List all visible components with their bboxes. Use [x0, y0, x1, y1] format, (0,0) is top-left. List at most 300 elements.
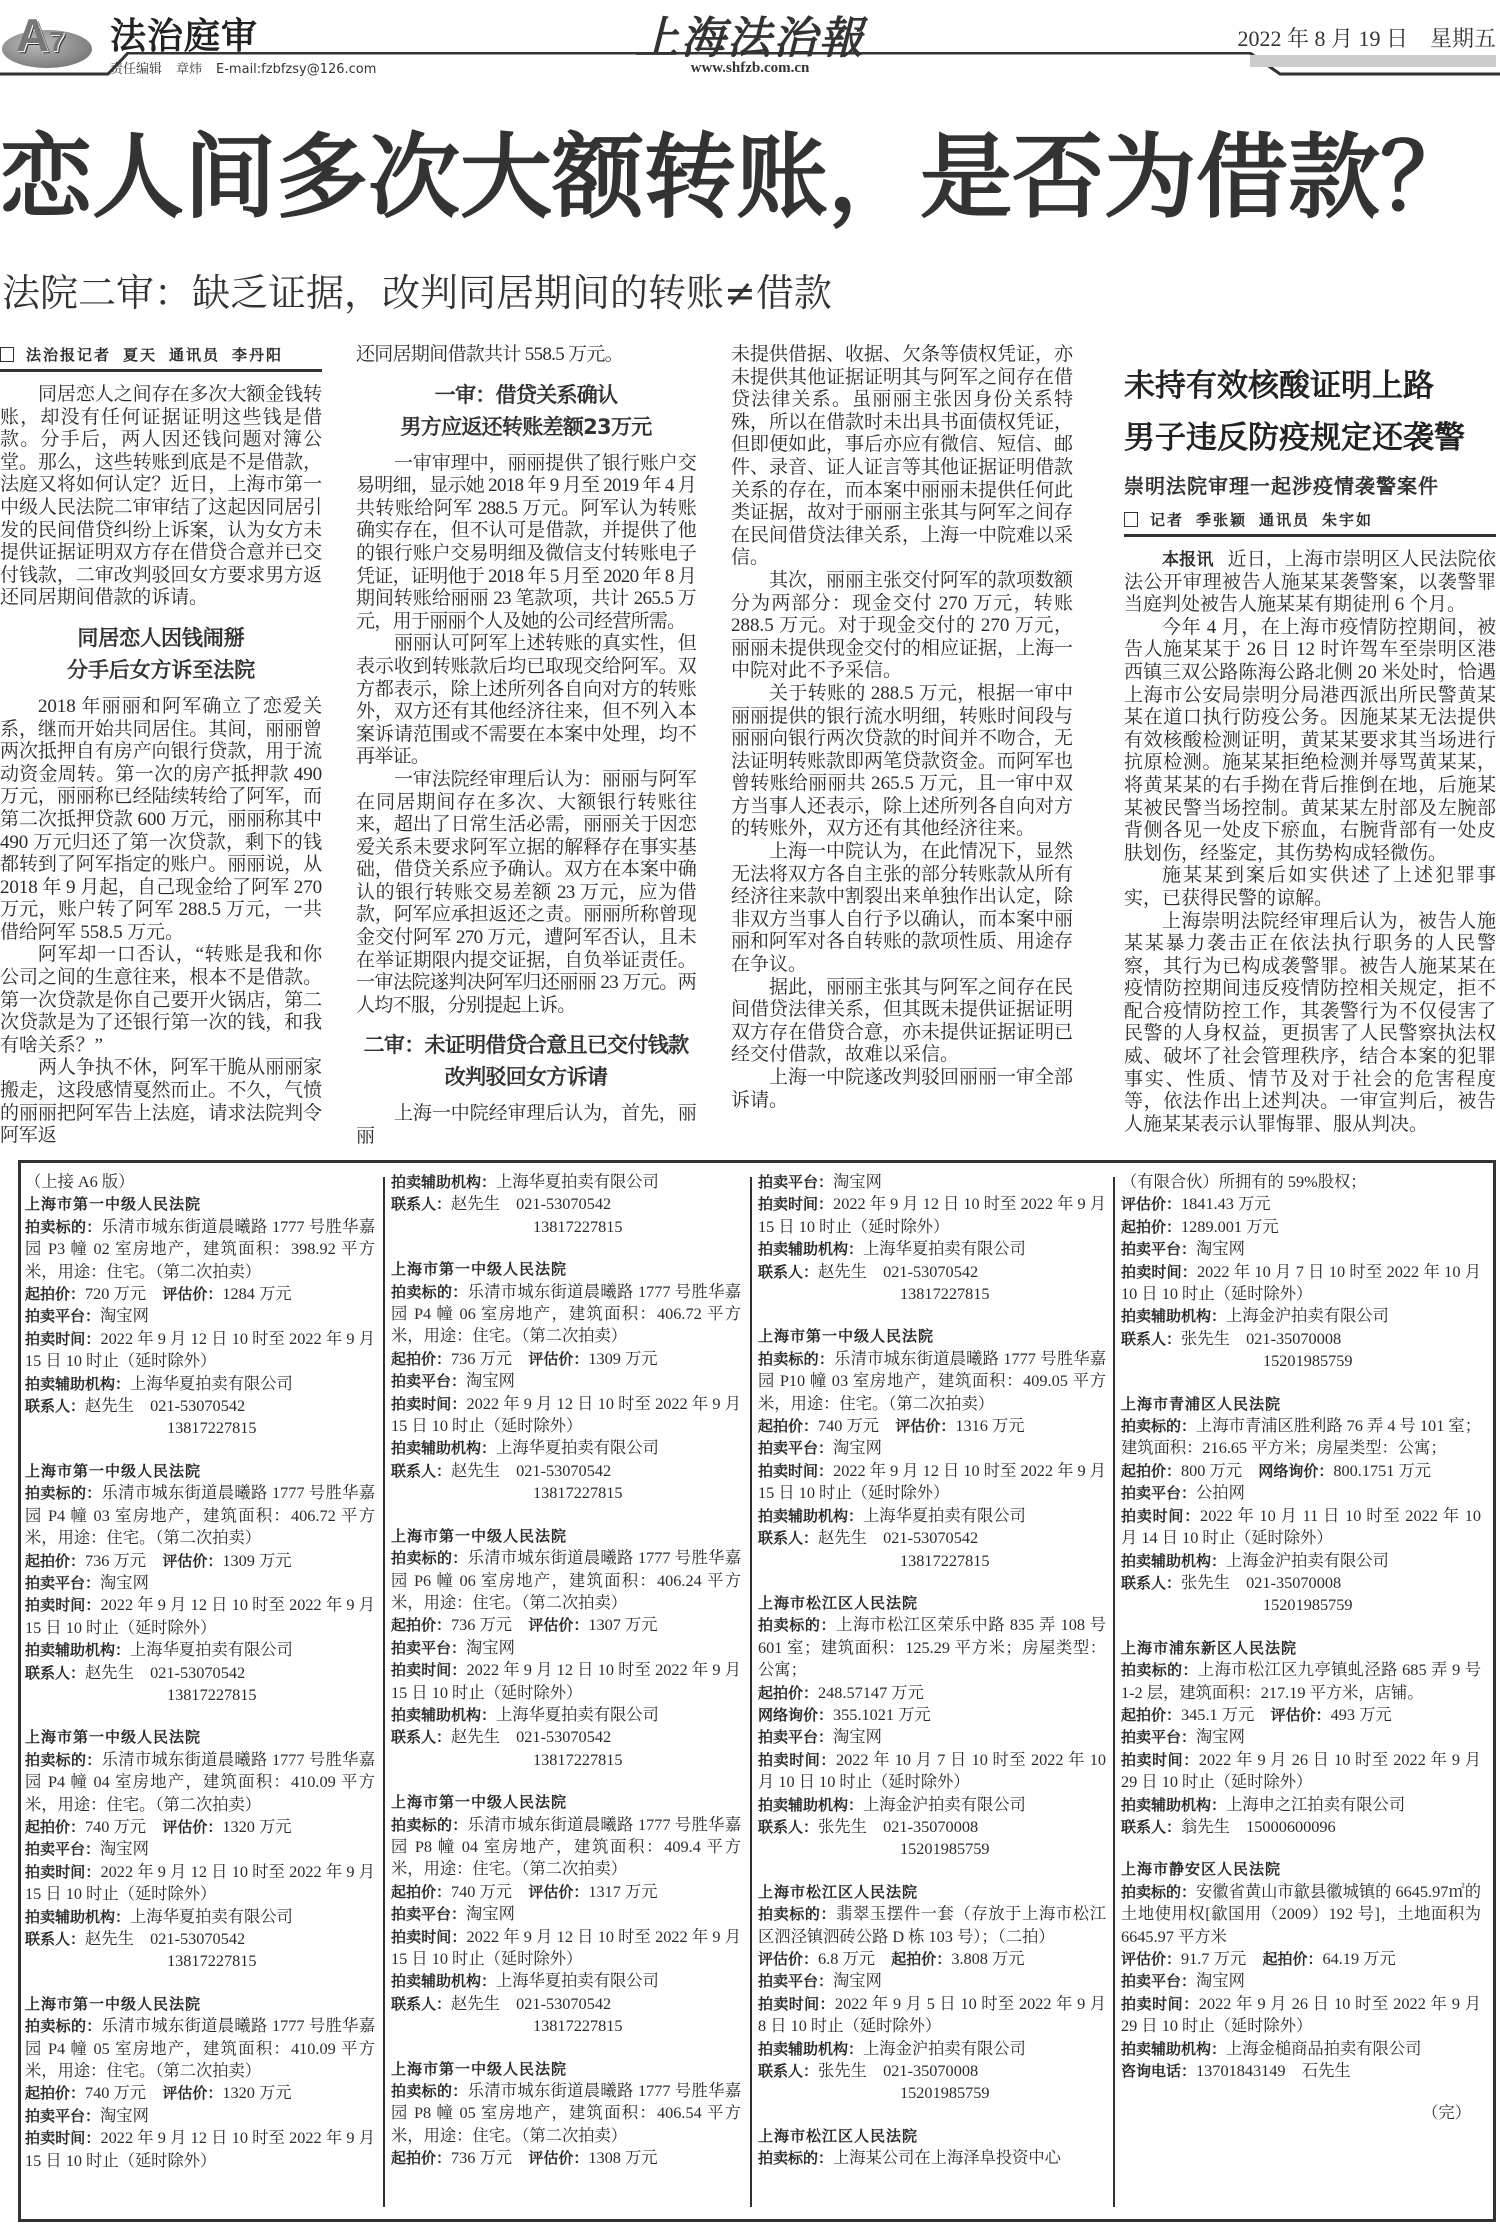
paragraph: 未提供借据、收据、欠条等债权凭证，亦未提供其他证据证明其与阿军之间存在借贷法律关系。虽丽丽主张因身份关系特殊，所以在借款时未出具书面债权凭证，但即便如此，事后亦应有微信、短信、邮件、录音、证人证言等其他证据证明借款关系的存在，而本案中丽丽未提供任何此类证据，故对于丽丽主张其与阿军之间存在民间借贷法律关系，上海一中院难以采信。 [731, 344, 1074, 569]
paragraph: 阿军却一口否认，“转账是我和你公司之间的生意往来，根本不是借款。第一次贷款是你自己要开火锅店，第二次贷款是为了还银行第一次的钱，和我有啥关系？” [0, 944, 322, 1056]
auction-field [758, 1682, 1106, 1704]
auction-field [25, 1639, 375, 1661]
article-body [356, 344, 696, 1149]
field-value: 1320 万元 [222, 1816, 292, 1836]
field-label: 拍卖平台： [25, 2106, 101, 2125]
field-value: 1307 万元 [588, 1615, 658, 1635]
field-label: 拍卖辅助机构： [758, 1506, 864, 1525]
field-label: 拍卖辅助机构： [758, 1795, 864, 1814]
field-value: 赵先生 021-53070542 [818, 1528, 979, 1548]
auction-field [391, 1993, 741, 2015]
field-label: 评估价： [758, 1950, 819, 1968]
court-name: 上海市第一中级人民法院 [391, 1260, 568, 1279]
field-label: 评估价： [528, 1882, 589, 1901]
field-value: 赵先生 021-53070542 [451, 1727, 612, 1747]
field-label: 起拍价： [391, 1349, 452, 1368]
editor-email: E-mail:fzbfzsy@126.com [216, 62, 377, 77]
auction-field [1121, 1726, 1481, 1748]
field-value: 乐清市城东街道晨曦路 1777 号胜华嘉园 P4 幢 06 室房地产，建筑面积：406.72 平方米，用途：住宅。（第二次拍卖） [391, 1281, 741, 1346]
auction-field [25, 2105, 375, 2127]
auction-field [1121, 2060, 1481, 2082]
field-value: 1308 万元 [588, 2148, 658, 2168]
paragraph: 同居恋人之间存在多次大额金钱转账，却没有任何证据证明这些钱是借款。分手后，两人因还钱问题对簿公堂。那么，这些转账到底是不是借款，法庭又将如何认定？近日，上海市第一中级人民法院二审审结了这起因同居引发的民间借贷纠纷上诉案，认为女方未提供证据证明双方存在借贷合意并已交付钱款，二审改判驳回女方要求男方返还同居期间借款的诉请。 [0, 384, 322, 609]
field-value: 1317 万元 [588, 1881, 658, 1901]
phone-line: 13817227815 [533, 1483, 623, 1503]
phone-line: 15201985759 [1263, 1595, 1353, 1615]
side-article-subtitle: 崇明法院审理一起涉疫情袭警案件 [1124, 474, 1439, 498]
field-value: 736 万元 [85, 1550, 163, 1570]
field-value: 2022 年 9 月 12 日 10 时至 2022 年 9 月 15 日 10 时止（延时除外） [391, 1660, 741, 1702]
field-label: 拍卖平台： [391, 1638, 467, 1657]
auction-field [25, 1328, 375, 1373]
auction-field [25, 1861, 375, 1906]
field-value: 248.57147 万元 [818, 1682, 924, 1702]
auction-field [758, 1437, 1106, 1459]
section-heading-line: 一审：借贷关系确认 [434, 382, 618, 407]
field-value: 上海华夏拍卖有限公司 [496, 1971, 659, 1991]
auction-field [25, 1662, 375, 1684]
field-label: 起拍价： [1121, 1217, 1182, 1236]
paragraph: 上海一中院遂改判驳回丽丽一审全部诉请。 [731, 1067, 1074, 1111]
auction-entry [25, 1726, 375, 1972]
paragraph: 两人争执不休，阿军干脆从丽丽家搬走，这段感情戛然而止。不久，气愤的丽丽把阿军告上法庭，请求法院判令阿军返 [0, 1057, 322, 1147]
auction-entry [391, 1171, 741, 1238]
section-heading [0, 622, 322, 686]
auction-entry [391, 2058, 741, 2170]
field-label: 拍卖标的： [1121, 1882, 1197, 1901]
paragraph: 2018 年丽丽和阿军确立了恋爱关系，继而开始共同居住。其间，丽丽曾两次抵押自有房产向银行贷款，用于流动资金周转。第一次的房产抵押款 490 万元，丽丽称已经陆续转给了阿军，而第二次抵押贷款 600 万元，丽丽称其中 490 万元归还了第一次贷款，剩下的钱都转到了阿军指定的账户。丽丽说，从 2018 年 9 月起，自己现金给了阿军 270 万元，账户转了阿军 288.5 万元，一共借给阿军 558.5 万元。 [0, 695, 322, 943]
continued-note: （上接 A6 版） [25, 1172, 135, 1191]
section-heading-line: 二审：未证明借贷合意且已交付钱款 [363, 1033, 689, 1058]
auction-field [758, 2038, 1106, 2060]
field-value: 2022 年 10 月 11 日 10 时至 2022 年 10 月 14 日 10 时止（延时除外） [1121, 1505, 1481, 1548]
auction-entry [1121, 1637, 1481, 1839]
article-column-2 [356, 344, 696, 1149]
field-value: 乐清市城东街道晨曦路 1777 号胜华嘉园 P8 幢 05 室房地产，建筑面积：406.54 平方米，用途：住宅。（第二次拍卖） [391, 2081, 741, 2145]
auction-field [1121, 1216, 1481, 1238]
field-label: 拍卖辅助机构： [1121, 1307, 1227, 1326]
auction-field [391, 1970, 741, 1992]
field-label: 评估价： [162, 1817, 223, 1836]
auction-field [25, 1749, 375, 1816]
side-article-title: 男子违反防疫规定还袭警 [1124, 420, 1465, 456]
field-value: 上海华夏拍卖有限公司 [130, 1640, 293, 1660]
auction-field [391, 1393, 741, 1438]
field-label: 拍卖时间： [391, 1927, 467, 1946]
field-label: 起拍价： [758, 1683, 819, 1702]
auction-field [25, 2082, 375, 2104]
field-label: 评估价： [895, 1417, 956, 1436]
auction-entry [758, 1171, 1106, 1305]
field-value: 1309 万元 [588, 1348, 658, 1368]
auction-field [758, 1171, 1106, 1193]
column-divider [1113, 1177, 1115, 2207]
byline-role: 记者 [1150, 511, 1185, 529]
byline-role: 通讯员 [169, 346, 221, 364]
section-heading [356, 1029, 696, 1093]
field-value: 乐清市城东街道晨曦路 1777 号胜华嘉园 P4 幢 05 室房地产，建筑面积：410.09 平方米，用途：住宅。（第二次拍卖） [25, 2016, 375, 2081]
article-column-3 [731, 344, 1073, 1112]
auction-entry [1121, 1858, 1481, 2082]
page-digit: 7 [49, 26, 65, 57]
side-article-title: 未持有效核酸证明上路 [1124, 368, 1434, 404]
auction-field [1121, 1816, 1481, 1838]
field-value: 2022 年 9 月 12 日 10 时至 2022 年 9 月 15 日 10 时止（延时除外） [25, 2128, 375, 2170]
field-label: 拍卖标的： [758, 2149, 834, 2168]
page-headline: 恋人间多次大额转账，是否为借款？ [0, 124, 1473, 231]
auction-field [1121, 1749, 1481, 1794]
field-label: 拍卖辅助机构： [391, 1439, 497, 1458]
auction-field [25, 1572, 375, 1594]
field-value: 赵先生 021-53070542 [451, 1993, 612, 2013]
auction-field [391, 1614, 741, 1636]
auction-field [758, 1348, 1106, 1415]
field-value: 赵先生 021-53070542 [85, 1396, 246, 1416]
header-gray-bar [1250, 55, 1496, 67]
section-heading-line: 同居恋人因钱闹掰 [77, 625, 245, 650]
field-label: 拍卖平台： [758, 1439, 834, 1458]
field-label: 联系人： [1121, 1329, 1182, 1348]
paragraph-text: 近日，上海市崇明区人民法院依法公开审理被告人施某某袭警案，以袭警罪当庭判处被告人施某某有期徒刑 6 个月。 [1124, 549, 1496, 616]
phone-line: 15201985759 [1263, 1351, 1353, 1371]
court-name: 上海市第一中级人民法院 [391, 1793, 568, 1812]
byline-name: 季张颖 [1196, 511, 1248, 529]
article-byline [0, 344, 322, 372]
auction-entry [758, 2125, 1106, 2170]
auction-field [25, 1816, 375, 1838]
auction-field [25, 2127, 375, 2172]
field-label: 起拍价： [25, 1285, 86, 1304]
field-value: 800.1751 万元 [1333, 1460, 1432, 1480]
auction-column [1121, 1171, 1481, 2125]
auction-entry [25, 1460, 375, 1706]
field-label: 拍卖平台： [1121, 1728, 1197, 1747]
field-label: 联系人： [391, 1728, 452, 1747]
editor-label: 责任编辑 [110, 62, 163, 77]
field-value: 淘宝网 [466, 1637, 515, 1657]
auction-field [25, 1906, 375, 1928]
field-value: 上海华夏拍卖有限公司 [496, 1172, 659, 1191]
auction-field [391, 1659, 741, 1704]
field-value: 上海华夏拍卖有限公司 [130, 1906, 293, 1926]
field-value: 淘宝网 [833, 1727, 882, 1747]
auction-field [1121, 1993, 1481, 2038]
field-value: 1309 万元 [222, 1550, 292, 1570]
byline-name: 夏天 [123, 346, 158, 364]
auction-field [758, 1238, 1106, 1260]
field-value: 2022 年 9 月 5 日 10 时至 2022 年 9 月 8 日 10 时止（延时除外） [758, 1993, 1106, 2036]
auction-entry [391, 1525, 741, 1771]
field-label: 评估价： [528, 1349, 589, 1368]
lead-label: 本报讯 [1162, 550, 1214, 570]
field-value: 淘宝网 [1196, 1971, 1245, 1991]
field-label: 拍卖辅助机构： [25, 1907, 131, 1926]
auction-field [758, 1460, 1106, 1505]
court-name: 上海市青浦区人民法院 [1121, 1394, 1282, 1413]
paragraph: 施某某到案后如实供述了上述犯罪事实，已获得民警的谅解。 [1124, 865, 1496, 909]
field-value: 淘宝网 [833, 1971, 882, 1991]
field-value: 736 万元 [451, 1615, 529, 1635]
square-icon [0, 347, 14, 362]
auction-field [25, 1283, 375, 1305]
field-value: 张先生 021-35070008 [818, 2061, 979, 2081]
field-label: 联系人： [758, 1817, 819, 1836]
field-label: 拍卖平台： [758, 1972, 834, 1991]
auction-field [758, 1903, 1106, 1948]
field-value: 淘宝网 [833, 1438, 882, 1458]
field-label: 拍卖时间： [1121, 1506, 1201, 1525]
phone-line: 13817227815 [167, 1684, 257, 1704]
field-value: 740 万元 [85, 1816, 163, 1836]
field-value: 淘宝网 [100, 1839, 149, 1859]
field-label: 评估价： [528, 2149, 589, 2168]
auction-field [391, 1193, 741, 1215]
field-value: 乐清市城东街道晨曦路 1777 号胜华嘉园 P3 幢 02 室房地产，建筑面积：398.92 平方米，用途：住宅。（第二次拍卖） [25, 1216, 375, 1281]
paragraph: 今年 4 月，在上海市疫情防控期间，被告人施某某于 26 日 12 时许驾车至崇明区港西镇三双公路陈海公路北侧 20 米处时，恰遇上海市公安局崇明分局港西派出所民警黄某某在道口执行防疫公务。因施某某无法提供有效核酸检测证明，黄某某要求其当场进行抗原检测。施某某拒绝检测并辱骂黄某某，将黄某某的右手拗在背后推倒在地，后施某某被民警当场控制。黄某某左肘部及左腕部背侧各见一处皮下瘀血，右腕背部有一处皮肤划伤，经鉴定，其伤势构成轻微伤。 [1124, 616, 1496, 864]
field-label: 拍卖辅助机构： [391, 1173, 497, 1191]
field-value: 740 万元 [85, 2083, 163, 2103]
paragraph [1124, 549, 1496, 617]
auction-field [758, 1527, 1106, 1549]
field-label: 拍卖辅助机构： [1121, 1795, 1227, 1814]
auction-column [25, 1171, 375, 2192]
field-value: 上海华夏拍卖有限公司 [130, 1373, 293, 1393]
auction-entry [758, 1881, 1106, 2105]
side-article [1124, 360, 1496, 1136]
field-value: 上海金沪拍卖有限公司 [863, 1794, 1026, 1814]
field-value: 1316 万元 [955, 1416, 1025, 1436]
auction-field [391, 1637, 741, 1659]
auction-field [758, 1749, 1106, 1794]
phone-line: 15201985759 [900, 1839, 990, 1859]
field-value: 2022 年 9 月 12 日 10 时至 2022 年 9 月 15 日 10 时止（延时除外） [391, 1926, 741, 1968]
auction-field [758, 1970, 1106, 1992]
field-label: 拍卖平台： [1121, 1240, 1197, 1259]
field-label: 拍卖标的： [25, 1217, 102, 1236]
auction-field [758, 1816, 1106, 1838]
field-label: 联系人： [1121, 1817, 1182, 1836]
field-label: 拍卖辅助机构： [391, 1972, 497, 1991]
auction-field [391, 1348, 741, 1370]
court-name: 上海市浦东新区人民法院 [1121, 1638, 1298, 1657]
field-label: 评估价： [1121, 1950, 1182, 1968]
field-label: 拍卖平台： [25, 1573, 101, 1592]
auction-field [758, 1193, 1106, 1238]
auction-field [25, 1305, 375, 1327]
auction-field [391, 1726, 741, 1748]
court-name: 上海市第一中级人民法院 [391, 1526, 568, 1545]
field-value: 乐清市城东街道晨曦路 1777 号胜华嘉园 P4 幢 04 室房地产，建筑面积：410.09 平方米，用途：住宅。（第二次拍卖） [25, 1749, 375, 1814]
website-link[interactable]: www.shfzb.com.cn [690, 60, 810, 76]
auction-entry [391, 1791, 741, 2037]
auction-field [758, 1261, 1106, 1283]
auction-field [25, 1216, 375, 1283]
section-heading-line: 分手后女方诉至法院 [66, 657, 256, 682]
field-value: 上海金槌商品拍卖有限公司 [1226, 2038, 1422, 2058]
court-name: 上海市松江区人民法院 [758, 1882, 919, 1901]
field-label: 评估价： [162, 1551, 223, 1570]
field-value: 2022 年 9 月 12 日 10 时至 2022 年 9 月 15 日 10 时止（延时除外） [391, 1393, 741, 1436]
field-label: 拍卖标的： [758, 1349, 835, 1368]
field-value: 淘宝网 [833, 1172, 882, 1191]
field-label: 拍卖辅助机构： [25, 1641, 131, 1660]
auction-field [391, 1460, 741, 1482]
field-value: 上海市青浦区胜利路 76 弄 4 号 101 室；建筑面积：216.65 平方米；房屋类型：公寓； [1121, 1416, 1481, 1458]
paragraph: 一审审理中，丽丽提供了银行账户交易明细，显示她 2018 年 9 月至 2019 年 4 月共转账给阿军 288.5 万元。阿军认为转账确实存在，但不认可是借款，并提供了他的银行账户交易明细及微信支付转账电子凭证，证明他于 2018 年 5 月至 2020 年 8 月期间转账给丽丽 23 笔款项，共计 265.5 万元，用于丽丽个人及她的公司经营所需。 [356, 452, 697, 632]
field-label: 拍卖平台： [1121, 1484, 1197, 1503]
auction-notices [18, 1160, 1496, 2222]
field-value: 上海金沪拍卖有限公司 [1226, 1306, 1389, 1326]
field-label: 拍卖辅助机构： [391, 1705, 497, 1724]
field-value: 乐清市城东街道晨曦路 1777 号胜华嘉园 P4 幢 03 室房地产，建筑面积：406.72 平方米，用途：住宅。（第二次拍卖） [25, 1483, 375, 1548]
field-label: 拍卖辅助机构： [758, 1240, 864, 1259]
field-value: 赵先生 021-53070542 [451, 1194, 612, 1214]
phone-line: 13817227815 [167, 1418, 257, 1438]
field-label: 拍卖时间： [391, 1394, 467, 1413]
field-label: 拍卖时间： [1121, 1750, 1199, 1769]
field-label: 咨询电话： [1121, 2062, 1197, 2081]
field-label: 联系人： [758, 2062, 819, 2081]
field-value: 2022 年 9 月 26 日 10 时至 2022 年 9 月 29 日 10 时止（延时除外） [1121, 1749, 1481, 1792]
field-value: 2022 年 9 月 12 日 10 时至 2022 年 9 月 15 日 10 时止（延时除外） [25, 1595, 375, 1637]
field-value: 上海某公司在上海泽阜投资中心 [833, 2148, 1061, 2168]
field-value: 上海华夏拍卖有限公司 [496, 1438, 659, 1458]
field-value: 张先生 021-35070008 [818, 1816, 979, 1836]
auction-field [391, 2147, 741, 2169]
field-value: 淘宝网 [1196, 1239, 1245, 1259]
field-label: 拍卖平台： [391, 1372, 467, 1391]
field-label: 拍卖标的： [1121, 1661, 1198, 1680]
auction-field [1121, 1794, 1481, 1816]
newspaper-logo: 上海法治報 [635, 13, 865, 64]
article-column-1 [0, 344, 322, 1148]
field-label: 联系人： [391, 1994, 452, 2013]
auction-field [1121, 1482, 1481, 1504]
field-label: 拍卖时间： [758, 1195, 834, 1214]
field-value: 淘宝网 [100, 2105, 149, 2125]
auction-field [1121, 1881, 1481, 1948]
field-value: 张先生 021-35070008 [1181, 1328, 1342, 1348]
field-label: 拍卖时间： [758, 1750, 836, 1769]
field-label: 联系人： [25, 1663, 86, 1682]
paragraph: 关于转账的 288.5 万元，根据一审中丽丽提供的银行流水明细，转账时间段与丽丽向银行两次贷款的时间并不吻合，无法证明转账款即两笔贷款资金。而阿军也曾转账给丽丽共 265.5 万元，且一审中双方当事人还表示，除上述所列各自向对方的转账外，双方还有其他经济往来。 [731, 682, 1074, 840]
auction-field [1121, 1550, 1481, 1572]
field-label: 拍卖标的： [391, 1549, 468, 1568]
field-label: 拍卖标的： [1121, 1417, 1197, 1436]
auction-field [758, 1505, 1106, 1527]
court-name: 上海市第一中级人民法院 [25, 1195, 202, 1214]
field-value: 2022 年 10 月 7 日 10 时至 2022 年 10 月 10 日 10 时止（延时除外） [758, 1749, 1106, 1792]
byline-role: 通讯员 [1259, 511, 1311, 529]
auction-field [1121, 1704, 1481, 1726]
phone-line: 15201985759 [900, 2083, 990, 2103]
field-label: 起拍价： [1121, 1461, 1182, 1480]
field-label: 联系人： [758, 1529, 819, 1548]
auction-field [25, 1550, 375, 1572]
field-value: 720 万元 [85, 1284, 163, 1304]
square-icon [1124, 512, 1138, 527]
byline-role: 法治报记者 [26, 346, 112, 364]
field-value: 乐清市城东街道晨曦路 1777 号胜华嘉园 P8 幢 04 室房地产，建筑面积：409.4 平方米，用途：住宅。（第二次拍卖） [391, 1814, 741, 1879]
auction-field [391, 1814, 741, 1881]
field-label: 拍卖时间： [758, 1461, 834, 1480]
field-value: 2022 年 10 月 7 日 10 时至 2022 年 10 月 10 日 10 时止（延时除外） [1121, 1261, 1481, 1304]
section-heading-line: 改判驳回女方诉请 [444, 1065, 608, 1090]
auction-field [1121, 1415, 1481, 1460]
column-divider [383, 1177, 385, 2207]
auction-field [758, 1704, 1106, 1726]
auction-entry [1121, 1393, 1481, 1617]
auction-field [391, 1926, 741, 1971]
field-value: 乐清市城东街道晨曦路 1777 号胜华嘉园 P6 幢 06 室房地产，建筑面积：406.24 平方米，用途：住宅。（第二次拍卖） [391, 1548, 741, 1612]
phone-line: 13817227815 [533, 1216, 623, 1236]
field-value: 1841.43 万元 [1181, 1194, 1271, 1214]
field-value: 13701843149 石先生 [1196, 2061, 1351, 2081]
field-label: 拍卖平台： [1121, 1972, 1197, 1991]
field-value: 1320 万元 [222, 2083, 292, 2103]
field-value: 2022 年 9 月 12 日 10 时至 2022 年 9 月 15 日 10 时止（延时除外） [25, 1328, 375, 1371]
field-label: 拍卖标的： [391, 2082, 468, 2101]
field-label: 拍卖标的： [25, 1750, 102, 1769]
field-value: 赵先生 021-53070542 [818, 1261, 979, 1281]
auction-field [758, 1415, 1106, 1437]
field-value: 乐清市城东街道晨曦路 1777 号胜华嘉园 P10 幢 03 室房地产，建筑面积：409.05 平方米，用途：住宅。（第二次拍卖） [758, 1348, 1106, 1413]
auction-field [391, 1171, 741, 1193]
field-value: 345.1 万元 [1181, 1704, 1271, 1724]
auction-entry [1121, 1171, 1481, 1373]
field-value: 上海华夏拍卖有限公司 [863, 1239, 1026, 1259]
court-name: 上海市第一中级人民法院 [25, 1728, 202, 1747]
field-label: 拍卖辅助机构： [1121, 2039, 1227, 2058]
field-label: 评估价： [1121, 1195, 1182, 1214]
field-value: 91.7 万元 [1181, 1949, 1263, 1968]
field-value: 上海市松江区九亭镇虬泾路 685 弄 9 号 1-2 层，建筑面积：217.19 平方米，店铺。 [1121, 1660, 1481, 1702]
field-value: 上海金沪拍卖有限公司 [863, 2038, 1026, 2058]
phone-line: 13817227815 [167, 1951, 257, 1971]
field-value: 张先生 021-35070008 [1181, 1572, 1342, 1592]
auction-field [25, 1395, 375, 1417]
auction-field [1121, 1948, 1481, 1970]
field-label: 拍卖标的： [25, 1484, 102, 1503]
field-label: 起拍价： [758, 1417, 819, 1436]
field-label: 拍卖时间： [25, 1862, 101, 1881]
editor-info [110, 58, 390, 77]
field-value: 736 万元 [451, 2148, 529, 2168]
auction-field [25, 1373, 375, 1395]
auction-field [758, 1794, 1106, 1816]
field-label: 评估价： [162, 2084, 223, 2103]
field-value: 2022 年 9 月 26 日 10 时至 2022 年 9 月 29 日 10 时止（延时除外） [1121, 1993, 1481, 2036]
paragraph: 上海崇明法院经审理后认为，被告人施某某暴力袭击正在依法执行职务的人民警察，其行为已构成袭警罪。被告人施某某在疫情防控期间违反疫情防控相关规定，拒不配合疫情防控工作，其袭警行为不仅侵害了民警的人身权益，更损害了人民警察执法权威、破坏了社会管理秩序，结合本案的犯罪事实、性质、情节及对于社会的危害程度等，依法作出上述判决。一审宣判后，被告人施某某表示认罪悔罪、服从判决。 [1124, 910, 1496, 1135]
field-label: 联系人： [25, 1397, 86, 1416]
auction-field [25, 1482, 375, 1549]
field-value: 64.19 万元 [1322, 1949, 1396, 1968]
field-value: 安徽省黄山市歙县徽城镇的 6645.97㎡的土地使用权[歙国用（2009）192 号]，土地面积为 6645.97 平方米 [1121, 1881, 1481, 1946]
auction-field [1121, 1171, 1481, 1193]
auction-field [1121, 1305, 1481, 1327]
field-label: 起拍价： [1262, 1950, 1323, 1968]
auction-entry [25, 1193, 375, 1439]
field-value: 800 万元 [1181, 1460, 1259, 1480]
auction-field [25, 1594, 375, 1639]
field-label: 拍卖平台： [25, 1840, 101, 1859]
field-label: 拍卖时间： [391, 1661, 467, 1680]
field-label: 拍卖标的： [391, 1815, 468, 1834]
editor-name: 章炜 [176, 62, 203, 77]
phone-line: 13817227815 [533, 2016, 623, 2036]
auction-field [391, 1281, 741, 1348]
court-name: 上海市松江区人民法院 [758, 1593, 919, 1612]
